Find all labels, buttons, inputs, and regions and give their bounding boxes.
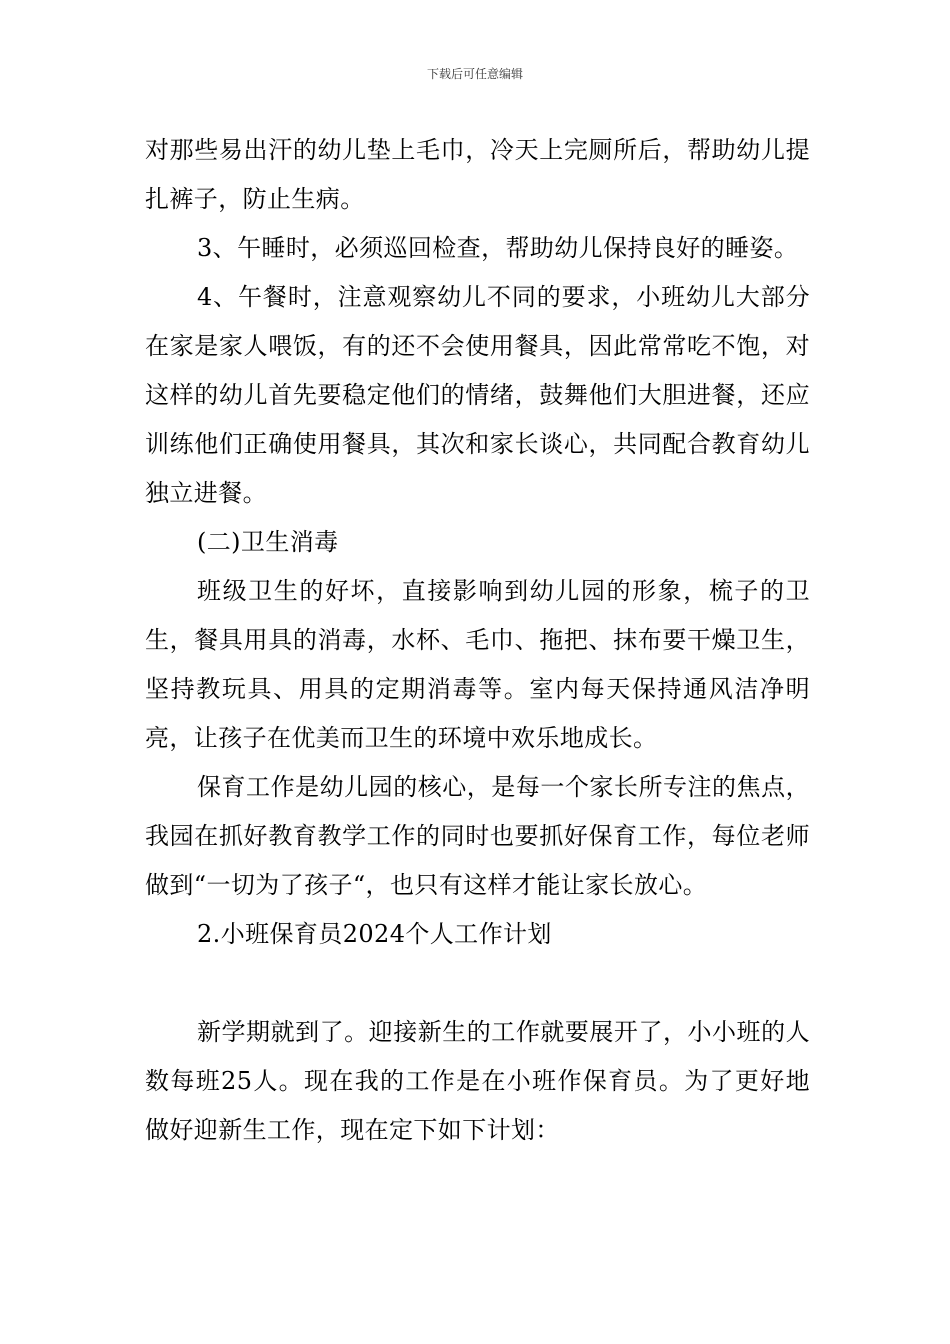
paragraph-new-semester: 新学期就到了。迎接新生的工作就要展开了，小小班的人数每班25人。现在我的工作是在小班作保育员。为了更好地做好迎新生工作，现在定下如下计划： [145,1018,810,1144]
page-header: 下载后可任意编辑 [426,67,523,81]
paragraph-class-hygiene: 班级卫生的好坏，直接影响到幼儿园的形象，梳子的卫生，餐具用具的消毒，水杯、毛巾、拖把、抹布要干燥卫生，坚持教玩具、用具的定期消毒等。室内每天保持通风洁净明亮，让孩子在优美而卫生的环境中欢乐地成长。 [145,577,810,752]
paragraph-towel-care: 对那些易出汗的幼儿垫上毛巾，冷天上完厕所后，帮助幼儿提扎裤子，防止生病。 [145,136,810,213]
section-heading-work-plan: 2.小班保育员2024个人工作计划 [197,920,552,948]
blank-line [145,959,810,1008]
section-heading-hygiene: (二)卫生消毒 [197,528,339,556]
paragraph-nap-check: 3、午睡时，必须巡回检查，帮助幼儿保持良好的睡姿。 [197,234,799,262]
paragraph-childcare-core: 保育工作是幼儿园的核心，是每一个家长所专注的焦点，我园在抓好教育教学工作的同时也要抓好保育工作，每位老师做到“一切为了孩子“，也只有这样才能让家长放心。 [145,773,810,899]
document-body [145,126,810,1155]
paragraph-lunch-care: 4、午餐时，注意观察幼儿不同的要求，小班幼儿大部分在家是家人喂饭，有的还不会使用餐具，因此常常吃不饱，对这样的幼儿首先要稳定他们的情绪，鼓舞他们大胆进餐，还应训练他们正确使用餐具，其次和家长谈心，共同配合教育幼儿独立进餐。 [145,283,810,507]
